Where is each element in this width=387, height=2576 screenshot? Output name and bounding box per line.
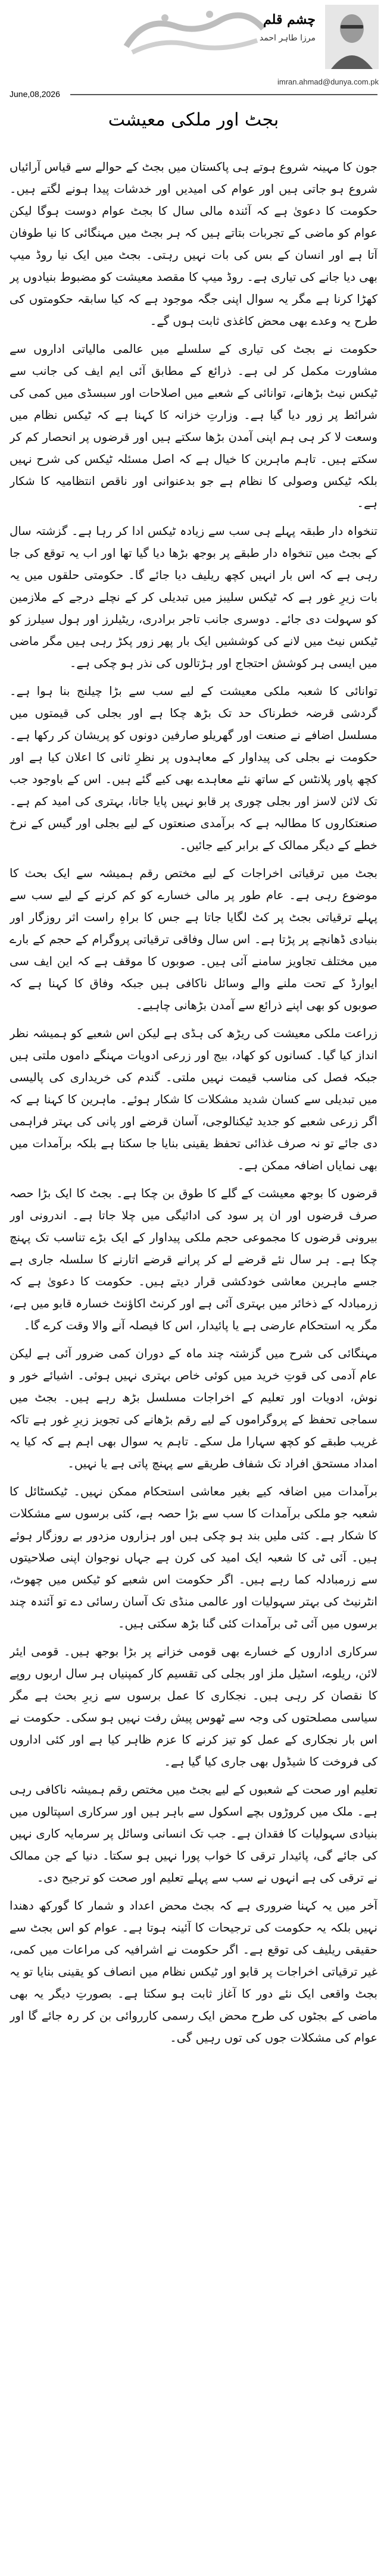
article-headline: بجٹ اور ملکی معیشت xyxy=(108,109,279,130)
article-paragraph: برآمدات میں اضافہ کیے بغیر معاشی استحکام ممکن نہیں۔ ٹیکسٹائل کا شعبہ جو ملکی برآمدات کا سب سے بڑا حصہ ہے، کئی برسوں سے مشکلات کا شکار ہے۔ کئی ملیں بند ہو چکی ہیں اور ہزاروں مزدور بے روزگار ہوئے ہیں۔ آئی ٹی کا شعبہ ایک امید کی کرن ہے جہاں نوجوان اپنی صلاحیتوں سے زرمبادلہ کما رہے ہیں۔ اگر حکومت اس شعبے کو ٹیکس میں چھوٹ، انٹرنیٹ کی بہتر سہولیات اور عالمی منڈی تک آسان رسائی دے تو آئندہ چند برسوں میں آئی ٹی برآمدات کئی گنا بڑھ سکتی ہیں۔ xyxy=(10,1485,377,1630)
author-email: imran.ahmad@dunya.com.pk xyxy=(277,77,379,86)
article-paragraph: قرضوں کا بوجھ معیشت کے گلے کا طوق بن چکا ہے۔ بجٹ کا ایک بڑا حصہ صرف قرضوں اور ان پر سود کی ادائیگی میں چلا جاتا ہے۔ اندرونی اور بیرونی قرضوں کا مجموعی حجم ملکی پیداوار کے ایک بڑے تناسب تک پہنچ چکا ہے۔ ہر سال نئے قرضے لے کر پرانے قرضے اتارنے کا سلسلہ جاری ہے جسے ماہرین معاشی خودکشی قرار دیتے ہیں۔ حکومت کا دعویٰ ہے کہ زرمبادلہ کے ذخائر میں بہتری آئی ہے اور کرنٹ اکاؤنٹ خسارہ قابو میں ہے، مگر یہ استحکام عارضی ہے یا پائیدار، اس کا فیصلہ آنے والا وقت کرے گا۔ xyxy=(10,1187,377,1332)
date-divider xyxy=(70,94,377,95)
article-paragraph: تعلیم اور صحت کے شعبوں کے لیے بجٹ میں مختص رقم ہمیشہ ناکافی رہی ہے۔ ملک میں کروڑوں بچے اسکول سے باہر ہیں اور سرکاری اسپتالوں میں بنیادی سہولیات کا فقدان ہے۔ جب تک انسانی وسائل پر سرمایہ کاری نہیں کی جائے گی، پائیدار ترقی کا خواب پورا نہیں ہو سکتا۔ دنیا کے جن ممالک نے ترقی کی ہے انہوں نے سب سے پہلے تعلیم اور صحت کو ترجیح دی۔ xyxy=(10,1783,377,1885)
dunya-logo xyxy=(108,5,279,60)
publication-date: June,08,2026 xyxy=(10,89,64,99)
article-paragraph: جون کا مہینہ شروع ہوتے ہی پاکستان میں بجٹ کے حوالے سے قیاس آرائیاں شروع ہو جاتی ہیں اور عوام کی امیدیں اور خدشات پیدا ہونے لگتے ہیں۔ حکومت کا دعویٰ ہے کہ آئندہ مالی سال کا بجٹ عوام دوست ہوگا لیکن عوام کو ماضی کے تجربات بتاتے ہیں کہ ہر بجٹ میں مہنگائی کا نیا طوفان آتا ہے اور انسان کے بس کی بات نہیں رہتی۔ بجٹ میں ایک نیا روڈ میپ بھی دیا جانے کی تیاری ہے۔ روڈ میپ کا مقصد معیشت کو مضبوط بنیادوں پر کھڑا کرنا ہے مگر یہ سوال اپنی جگہ موجود ہے کہ کیا سابقہ حکومتوں کی طرح یہ وعدے بھی محض کاغذی ثابت ہوں گے۔ xyxy=(10,160,377,328)
article-paragraph: حکومت نے بجٹ کی تیاری کے سلسلے میں عالمی مالیاتی اداروں سے مشاورت مکمل کر لی ہے۔ ذرائع کے مطابق آئی ایم ایف کی جانب سے ٹیکس نیٹ بڑھانے، توانائی کے شعبے میں اصلاحات اور سبسڈی میں کمی کی شرائط پر زور دیا گیا ہے۔ وزارتِ خزانہ کا کہنا ہے کہ ٹیکس نظام میں وسعت لا کر ہی ہم اپنی آمدن بڑھا سکتے ہیں اور قرضوں پر انحصار کم کر سکتے ہیں۔ تاہم ماہرین کا خیال ہے کہ اصل مسئلہ ٹیکس کی شرح نہیں بلکہ ٹیکس وصولی کا نظام ہے جو بدعنوانی اور ناقص انتظامیہ کا شکار ہے۔ xyxy=(10,342,377,510)
article-paragraph: سرکاری اداروں کے خسارے بھی قومی خزانے پر بڑا بوجھ ہیں۔ قومی ایئر لائن، ریلوے، اسٹیل ملز اور بجلی کی تقسیم کار کمپنیاں ہر سال اربوں روپے کا نقصان کر رہی ہیں۔ نجکاری کا عمل برسوں سے زیرِ بحث ہے مگر سیاسی مصلحتوں کی وجہ سے ٹھوس پیش رفت نہیں ہو سکی۔ حکومت نے اس بار نجکاری کے عمل کو تیز کرنے کا عزم ظاہر کیا ہے اور کئی اداروں کی فروخت کا شیڈول بھی جاری کیا گیا ہے۔ xyxy=(10,1645,377,1769)
article-paragraph: آخر میں یہ کہنا ضروری ہے کہ بجٹ محض اعداد و شمار کا گورکھ دھندا نہیں بلکہ یہ حکومت کی ترجیحات کا آئینہ ہوتا ہے۔ عوام کو اس بجٹ سے حقیقی ریلیف کی توقع ہے۔ اگر حکومت نے اشرافیہ کی مراعات میں کمی، غیر ترقیاتی اخراجات پر قابو اور ٹیکس نظام میں انصاف کو یقینی بنایا تو یہ بجٹ واقعی ایک نئے دور کا آغاز ثابت ہو سکتا ہے۔ بصورتِ دیگر یہ بھی ماضی کے بجٹوں کی طرح محض ایک رسمی کارروائی بن کر رہ جائے گا اور عوام کی مشکلات جوں کی توں رہیں گی۔ xyxy=(10,1899,377,2045)
column-name: چشم قلم xyxy=(263,12,316,27)
author-photo xyxy=(325,5,379,69)
masthead xyxy=(0,0,387,156)
article-paragraph: بجٹ میں ترقیاتی اخراجات کے لیے مختص رقم ہمیشہ سے ایک بحث کا موضوع رہی ہے۔ عام طور پر مالی خسارے کو کم کرنے کے لیے سب سے پہلے ترقیاتی بجٹ پر کٹ لگایا جاتا ہے جس کا براہِ راست اثر روزگار اور بنیادی ڈھانچے پر پڑتا ہے۔ اس سال وفاقی ترقیاتی پروگرام کے حجم کے بارے میں مختلف تجاویز سامنے آئی ہیں۔ صوبوں کا موقف ہے کہ این ایف سی ایوارڈ کے تحت ملنے والے وسائل ناکافی ہیں جبکہ وفاق کا کہنا ہے کہ صوبوں کو بھی اپنے ذرائع سے آمدن بڑھانی چاہیے۔ xyxy=(10,866,377,1012)
article-paragraph: زراعت ملکی معیشت کی ریڑھ کی ہڈی ہے لیکن اس شعبے کو ہمیشہ نظر انداز کیا گیا۔ کسانوں کو کھاد، بیج اور زرعی ادویات مہنگے داموں ملتی ہیں جبکہ فصل کی مناسب قیمت نہیں ملتی۔ گندم کی خریداری کی پالیسی میں تبدیلی سے کسان شدید مشکلات کا شکار ہوئے۔ ماہرین کا کہنا ہے کہ اگر زرعی شعبے کو جدید ٹیکنالوجی، آسان قرضے اور پانی کی بہتر فراہمی دی جائے تو نہ صرف غذائی تحفظ یقینی بنایا جا سکتا ہے بلکہ برآمدات میں بھی نمایاں اضافہ ممکن ہے۔ xyxy=(10,1026,377,1172)
author-name: مرزا طاہر احمد xyxy=(259,33,316,43)
article-paragraph: توانائی کا شعبہ ملکی معیشت کے لیے سب سے بڑا چیلنج بنا ہوا ہے۔ گردشی قرضہ خطرناک حد تک بڑھ چکا ہے اور بجلی کی قیمتوں میں مسلسل اضافے نے صنعت اور گھریلو صارفین دونوں کو پریشان کر رکھا ہے۔ حکومت نے بجلی کی پیداوار کے معاہدوں پر نظرِ ثانی کا اعلان کیا ہے اور کچھ پاور پلانٹس کے ساتھ نئے معاہدے بھی کیے گئے ہیں۔ اس کے باوجود جب تک لائن لاسز اور بجلی چوری پر قابو نہیں پایا جاتا، بہتری کی امید کم ہے۔ صنعتکاروں کا مطالبہ ہے کہ برآمدی صنعتوں کے لیے بجلی اور گیس کے نرخ خطے کے دیگر ممالک کے برابر کیے جائیں۔ xyxy=(10,684,377,852)
article-paragraph: تنخواہ دار طبقہ پہلے ہی سب سے زیادہ ٹیکس ادا کر رہا ہے۔ گزشتہ سال کے بجٹ میں تنخواہ دار طبقے پر بوجھ بڑھا دیا گیا تھا اور اب یہ توقع کی جا رہی ہے کہ اس بار انہیں کچھ ریلیف دیا جائے گا۔ حکومتی حلقوں میں یہ بات زیرِ غور ہے کہ ٹیکس سلیبز میں تبدیلی کر کے نچلے درجے کے ملازمین کو سہولت دی جائے۔ دوسری جانب تاجر برادری، ریٹیلرز اور ہول سیلرز کو ٹیکس نیٹ میں لانے کی کوششیں ایک بار پھر زور پکڑ رہی ہیں مگر ماضی میں ایسی ہر کوشش احتجاج اور ہڑتالوں کی نذر ہو چکی ہے۔ xyxy=(10,524,377,670)
article-body xyxy=(10,156,377,2566)
article-paragraph: مہنگائی کی شرح میں گزشتہ چند ماہ کے دوران کمی ضرور آئی ہے لیکن عام آدمی کی قوتِ خرید میں کوئی خاص بہتری نہیں ہوئی۔ اشیائے خور و نوش، ادویات اور تعلیم کے اخراجات مسلسل بڑھ رہے ہیں۔ بجٹ میں سماجی تحفظ کے پروگراموں کے لیے رقم بڑھانے کی تجویز زیرِ غور ہے تاکہ غریب طبقے کو کچھ سہارا مل سکے۔ تاہم یہ سوال بھی اہم ہے کہ کیا یہ امداد مستحق افراد تک شفاف طریقے سے پہنچ پاتی ہے یا نہیں۔ xyxy=(10,1347,377,1470)
